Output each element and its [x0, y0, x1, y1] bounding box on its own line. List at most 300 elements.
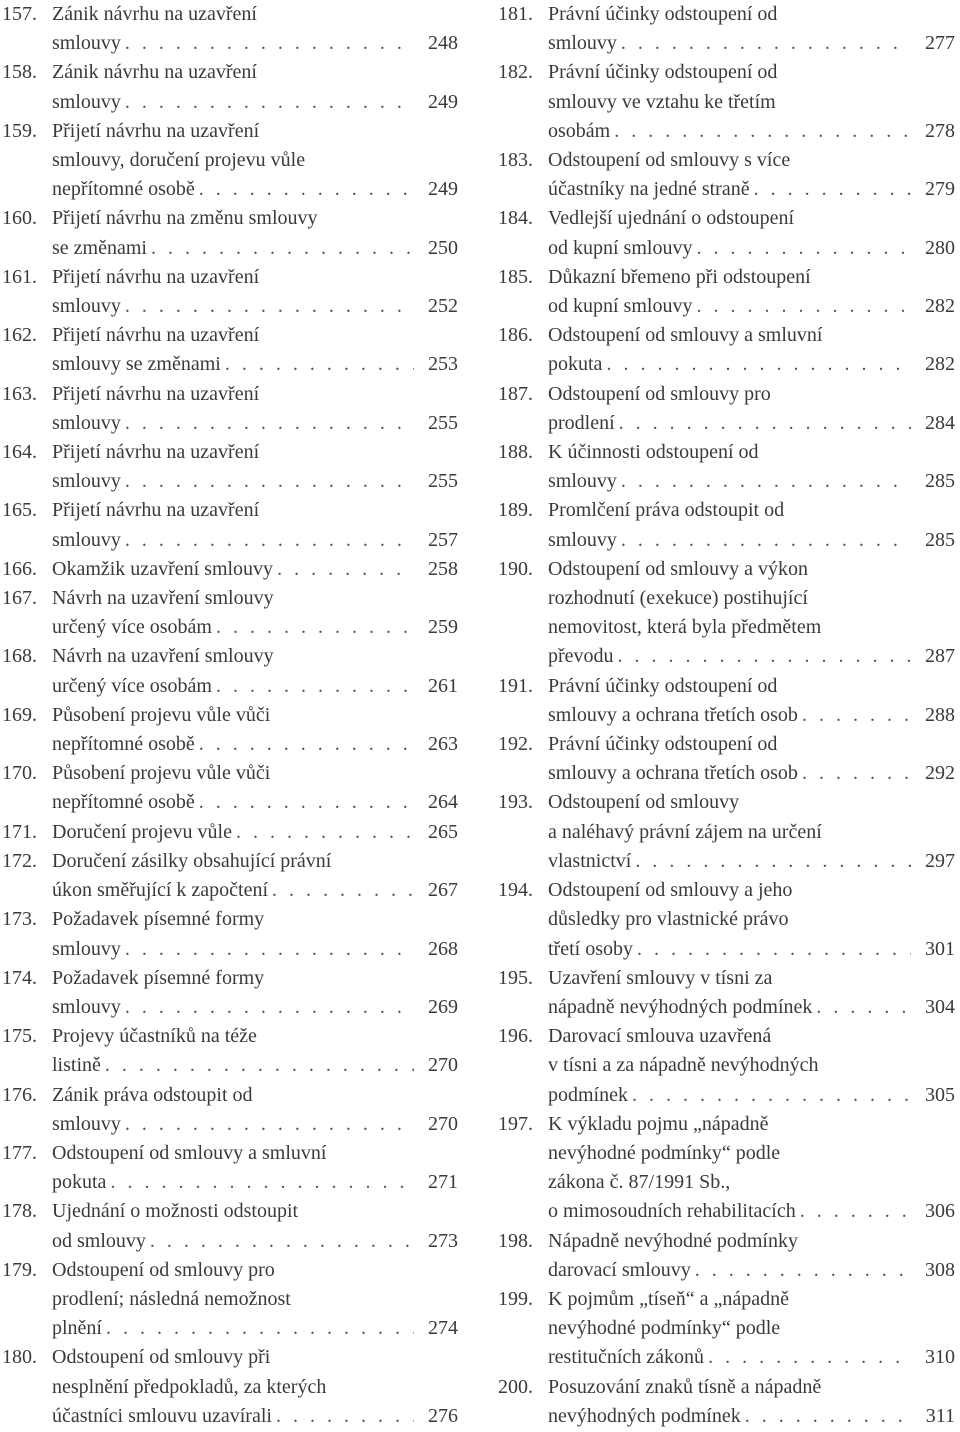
page-number: 278	[925, 119, 955, 142]
entry-leader-row	[548, 1402, 955, 1431]
entry-title-line: smlouvy ve vztahu ke třetím	[548, 90, 776, 113]
toc-entry	[2, 1022, 458, 1080]
entry-title-line: Návrh na uzavření smlouvy	[52, 587, 274, 610]
entry-number: 157.	[2, 3, 37, 25]
page-number: 273	[428, 1229, 458, 1252]
page-number: 276	[428, 1404, 458, 1427]
entry-leader-row	[548, 759, 955, 788]
entry-number: 186.	[498, 324, 533, 347]
entry-number: 199.	[498, 1287, 533, 1310]
dot-leader	[125, 409, 414, 438]
dot-leader	[125, 1110, 414, 1139]
entry-title	[52, 1197, 458, 1255]
entry-title-line: Odstoupení od smlouvy a jeho	[548, 879, 793, 902]
entry-title-line: převodu	[548, 645, 614, 668]
entry-leader-row	[52, 526, 458, 555]
entry-title-line: Právní účinky odstoupení od	[548, 61, 778, 84]
entry-title-line: smlouvy	[52, 32, 121, 55]
entry-title	[548, 204, 955, 262]
entry-number: 161.	[2, 265, 37, 288]
page-number: 249	[428, 178, 458, 201]
page-number: 263	[428, 733, 458, 756]
entry-title-line: K účinnosti odstoupení od	[548, 441, 759, 464]
entry-title-line: Odstoupení od smlouvy s více	[548, 149, 791, 172]
toc-entry	[498, 146, 955, 204]
entry-title	[548, 146, 955, 204]
page-number: 282	[925, 295, 955, 318]
page-number: 267	[428, 879, 458, 902]
page-number: 250	[428, 236, 458, 259]
page-number: 301	[925, 937, 955, 960]
dot-leader	[110, 1168, 414, 1197]
dot-leader	[125, 526, 414, 555]
entry-number: 194.	[498, 879, 533, 902]
page-number: 265	[428, 820, 458, 843]
page-number: 306	[925, 1200, 955, 1223]
entry-leader-row	[52, 730, 458, 759]
entry-leader-row	[548, 117, 955, 146]
entry-title-line: K výkladu pojmu „nápadně	[548, 1112, 769, 1135]
entry-title-line: podmínek	[548, 1083, 628, 1106]
entry-number: 168.	[2, 645, 37, 668]
toc-entry	[2, 438, 458, 496]
toc-entry	[2, 1343, 458, 1431]
dot-leader	[618, 642, 911, 671]
entry-leader-row	[548, 1256, 955, 1285]
entry-leader-row	[548, 935, 955, 964]
dot-leader	[695, 1256, 911, 1285]
entry-title-line: Požadavek písemné formy	[52, 908, 265, 931]
entry-title-line: Přijetí návrhu na uzavření	[52, 382, 260, 405]
entry-leader-row	[52, 1168, 458, 1197]
page-number: 258	[428, 557, 458, 580]
entry-title-line: Zánik návrhu na uzavření	[52, 61, 257, 84]
entry-title	[548, 496, 955, 554]
entry-title-line: smlouvy	[52, 1112, 121, 1135]
entry-title	[52, 380, 458, 438]
entry-number: 197.	[498, 1112, 533, 1135]
toc-entry	[2, 642, 458, 700]
entry-leader-row	[548, 993, 955, 1022]
entry-leader-row	[548, 526, 955, 555]
entry-title-line: smlouvy	[52, 937, 121, 960]
entry-title	[52, 321, 458, 379]
toc-entry	[2, 905, 458, 963]
entry-title-line: Přijetí návrhu na uzavření	[52, 265, 260, 288]
entry-leader-row	[548, 234, 955, 263]
entry-leader-row	[52, 175, 458, 204]
entry-title-line: účastníky na jedné straně	[548, 178, 750, 201]
entry-title	[548, 964, 955, 1022]
entry-number: 184.	[498, 207, 533, 230]
dot-leader	[745, 1402, 912, 1431]
entry-title	[548, 672, 955, 730]
entry-title-line: Doručení projevu vůle	[52, 820, 232, 843]
entry-leader-row	[52, 409, 458, 438]
entry-leader-row	[52, 88, 458, 117]
toc-entry	[498, 1373, 955, 1431]
dot-leader	[216, 613, 414, 642]
dot-leader	[199, 175, 414, 204]
toc-entry	[2, 204, 458, 262]
entry-title-line: Působení projevu vůle vůči	[52, 762, 271, 785]
entry-leader-row	[52, 1051, 458, 1080]
page-number: 270	[428, 1112, 458, 1135]
page-number: 305	[925, 1083, 955, 1106]
dot-leader	[606, 350, 911, 379]
entry-title-line: Vedlejší ujednání o odstoupení	[548, 207, 795, 230]
entry-title-line: o mimosoudních rehabilitacích	[548, 1200, 796, 1223]
entry-title	[548, 1022, 955, 1110]
dot-leader	[800, 1197, 911, 1226]
dot-leader	[277, 555, 414, 584]
entry-number: 158.	[2, 61, 37, 84]
page-number: 261	[428, 674, 458, 697]
entry-number: 167.	[2, 587, 37, 610]
dot-leader	[632, 1081, 911, 1110]
entry-title-line: Přijetí návrhu na uzavření	[52, 324, 260, 347]
entry-title-line: smlouvy	[52, 528, 121, 551]
entry-number: 166.	[2, 557, 37, 580]
entry-number: 190.	[498, 557, 533, 580]
toc-entry	[498, 438, 955, 496]
entry-title	[52, 1139, 458, 1197]
dot-leader	[619, 409, 911, 438]
page-number: 277	[925, 32, 955, 55]
page-number: 287	[925, 645, 955, 668]
entry-title	[548, 1285, 955, 1373]
entry-title-line: určený více osobám	[52, 616, 212, 639]
entry-title	[52, 847, 458, 905]
entry-number: 182.	[498, 61, 533, 84]
entry-title	[548, 380, 955, 438]
dot-leader	[637, 935, 911, 964]
toc-entry	[498, 58, 955, 146]
page-number: 285	[925, 528, 955, 551]
entry-title	[548, 321, 955, 379]
entry-leader-row	[548, 292, 955, 321]
entry-number: 170.	[2, 762, 37, 785]
entry-title	[52, 964, 458, 1022]
page-number: 253	[428, 353, 458, 376]
toc-entry	[2, 701, 458, 759]
page-number: 311	[925, 1404, 955, 1427]
toc-column-right	[498, 0, 955, 1431]
page-number: 274	[428, 1317, 458, 1340]
entry-leader-row	[548, 467, 955, 496]
entry-number: 177.	[2, 1141, 37, 1164]
entry-number: 165.	[2, 499, 37, 522]
page-number: 297	[925, 849, 955, 872]
page-number: 304	[925, 995, 955, 1018]
page-number: 292	[925, 762, 955, 785]
entry-leader-row	[52, 1314, 458, 1343]
entry-title	[52, 58, 458, 116]
entry-title-line: Právní účinky odstoupení od	[548, 3, 778, 25]
entry-leader-row	[548, 1343, 955, 1372]
toc-entry	[498, 964, 955, 1022]
page-number: 269	[428, 995, 458, 1018]
entry-title-line: Ujednání o možnosti odstoupit	[52, 1200, 299, 1223]
dot-leader	[696, 234, 911, 263]
entry-title-line: nevýhodných podmínek	[548, 1404, 741, 1427]
entry-title-line: Darovací smlouva uzavřená	[548, 1025, 772, 1048]
dot-leader	[635, 847, 911, 876]
page-number: 271	[428, 1171, 458, 1194]
entry-number: 191.	[498, 674, 533, 697]
toc-entry	[498, 1022, 955, 1110]
dot-leader	[621, 29, 911, 58]
page-number: 288	[925, 703, 955, 726]
entry-leader-row	[52, 935, 458, 964]
entry-number: 181.	[498, 3, 533, 25]
toc-entry	[498, 672, 955, 730]
entry-title-line: Okamžik uzavření smlouvy	[52, 557, 274, 580]
entry-leader-row	[52, 292, 458, 321]
toc-entry	[498, 263, 955, 321]
dot-leader	[125, 993, 414, 1022]
entry-title-line: důsledky pro vlastnické právo	[548, 908, 789, 931]
page-number: 279	[925, 178, 955, 201]
entry-title-line: vlastnictví	[548, 849, 632, 872]
entry-title-line: darovací smlouvy	[548, 1258, 691, 1281]
toc-entry	[498, 0, 955, 58]
entry-title-line: K pojmům „tíseň“ a „nápadně	[548, 1287, 790, 1310]
entry-number: 174.	[2, 966, 37, 989]
entry-title-line: Návrh na uzavření smlouvy	[52, 645, 274, 668]
entry-title-line: Promlčení práva odstoupit od	[548, 499, 785, 522]
page-number: 257	[428, 528, 458, 551]
entry-title	[52, 204, 458, 262]
entry-number: 164.	[2, 441, 37, 464]
entry-title-line: smlouvy	[548, 528, 617, 551]
entry-number: 172.	[2, 849, 37, 872]
entry-title-line: zákona č. 87/1991 Sb.,	[548, 1171, 731, 1194]
dot-leader	[802, 759, 911, 788]
entry-title-line: prodlení; následná nemožnost	[52, 1287, 291, 1310]
entry-number: 173.	[2, 908, 37, 931]
dot-leader	[708, 1343, 911, 1372]
entry-title-line: Požadavek písemné formy	[52, 966, 265, 989]
page-number: 284	[925, 411, 955, 434]
toc-entry	[2, 58, 458, 116]
entry-title-line: Odstoupení od smlouvy a smluvní	[548, 324, 823, 347]
page-number: 248	[428, 32, 458, 55]
entry-title-line: smlouvy	[52, 995, 121, 1018]
page-number: 264	[428, 791, 458, 814]
entry-number: 185.	[498, 265, 533, 288]
entry-number: 183.	[498, 149, 533, 172]
entry-title-line: Projevy účastníků na téže	[52, 1025, 257, 1048]
dot-leader	[125, 88, 414, 117]
entry-title-line: Odstoupení od smlouvy při	[52, 1346, 271, 1369]
entry-number: 193.	[498, 791, 533, 814]
entry-number: 169.	[2, 703, 37, 726]
dot-leader	[614, 117, 911, 146]
toc-entry	[2, 0, 458, 58]
toc-entry	[2, 847, 458, 905]
entry-title-line: Zánik práva odstoupit od	[52, 1083, 253, 1106]
entry-title-line: smlouvy	[548, 32, 617, 55]
entry-leader-row	[52, 993, 458, 1022]
page-number: 310	[925, 1346, 955, 1369]
entry-title-line: v tísni a za nápadně nevýhodných	[548, 1054, 819, 1077]
entry-title-line: smlouvy se změnami	[52, 353, 221, 376]
entry-title	[548, 555, 955, 672]
entry-number: 180.	[2, 1346, 37, 1369]
page-number: 259	[428, 616, 458, 639]
entry-title-line: smlouvy	[52, 90, 121, 113]
entry-title-line: smlouvy	[52, 295, 121, 318]
entry-title-line: nepřítomné osobě	[52, 178, 195, 201]
entry-title-line: Přijetí návrhu na uzavření	[52, 119, 260, 142]
entry-leader-row	[52, 613, 458, 642]
entry-title	[52, 642, 458, 700]
toc-entry	[498, 380, 955, 438]
entry-number: 200.	[498, 1375, 533, 1398]
entry-leader-row	[548, 29, 955, 58]
entry-leader-row	[548, 1081, 955, 1110]
dot-leader	[754, 175, 911, 204]
entry-title	[52, 701, 458, 759]
entry-title-line: pokuta	[52, 1171, 107, 1194]
dot-leader	[125, 292, 414, 321]
entry-title	[548, 730, 955, 788]
page-number: 282	[925, 353, 955, 376]
entry-number: 196.	[498, 1025, 533, 1048]
dot-leader	[236, 818, 414, 847]
entry-title-line: Přijetí návrhu na uzavření	[52, 441, 260, 464]
toc-entry	[2, 584, 458, 642]
entry-title	[52, 263, 458, 321]
entry-title	[52, 759, 458, 817]
entry-title-line: listině	[52, 1054, 101, 1077]
toc-entry	[498, 730, 955, 788]
entry-title-line: určený více osobám	[52, 674, 212, 697]
entry-number: 178.	[2, 1200, 37, 1223]
entry-leader-row	[52, 467, 458, 496]
toc-entry	[498, 1285, 955, 1373]
entry-title	[52, 584, 458, 642]
page-number: 255	[428, 470, 458, 493]
entry-title-line: nepřítomné osobě	[52, 791, 195, 814]
entry-title	[52, 1256, 458, 1344]
toc-entry	[498, 788, 955, 876]
entry-title-line: Přijetí návrhu na změnu smlouvy	[52, 207, 318, 230]
page-number: 252	[428, 295, 458, 318]
dot-leader	[216, 672, 414, 701]
dot-leader	[125, 935, 414, 964]
entry-title	[548, 788, 955, 876]
entry-title-line: Přijetí návrhu na uzavření	[52, 499, 260, 522]
entry-title-line: nevýhodné podmínky“ podle	[548, 1317, 781, 1340]
toc-entry	[2, 380, 458, 438]
page-number: 285	[925, 470, 955, 493]
entry-title	[52, 0, 458, 58]
entry-leader-row	[548, 409, 955, 438]
entry-leader-row	[52, 876, 458, 905]
dot-leader	[199, 730, 414, 759]
entry-number: 159.	[2, 119, 37, 142]
entry-title-line: od smlouvy	[52, 1229, 146, 1252]
toc-entry	[498, 321, 955, 379]
entry-title	[52, 117, 458, 205]
toc-entry	[2, 1081, 458, 1139]
entry-title	[548, 58, 955, 146]
entry-number: 189.	[498, 499, 533, 522]
entry-leader-row	[52, 234, 458, 263]
entry-number: 187.	[498, 382, 533, 405]
dot-leader	[272, 876, 414, 905]
entry-title	[52, 555, 458, 584]
entry-title-line: Důkazní břemeno při odstoupení	[548, 265, 811, 288]
entry-title-line: od kupní smlouvy	[548, 295, 693, 318]
entry-leader-row	[548, 847, 955, 876]
entry-leader-row	[52, 1402, 458, 1431]
entry-title-line: prodlení	[548, 411, 615, 434]
dot-leader	[199, 788, 414, 817]
entry-title-line: Uzavření smlouvy v tísni za	[548, 966, 773, 989]
entry-title-line: nesplnění předpokladů, za kterých	[52, 1375, 327, 1398]
entry-leader-row	[52, 788, 458, 817]
page-number: 308	[925, 1258, 955, 1281]
entry-number: 198.	[498, 1229, 533, 1252]
entry-title	[52, 1081, 458, 1139]
entry-title-line: nápadně nevýhodných podmínek	[548, 995, 813, 1018]
entry-title-line: smlouvy a ochrana třetích osob	[548, 703, 798, 726]
entry-title	[52, 1022, 458, 1080]
toc-entry	[498, 876, 955, 964]
toc-entry	[2, 759, 458, 817]
toc-entry	[498, 555, 955, 672]
dot-leader	[105, 1051, 414, 1080]
entry-title-line: nepřítomné osobě	[52, 733, 195, 756]
entry-title-line: Zánik návrhu na uzavření	[52, 3, 257, 25]
entry-title-line: nemovitost, která byla předmětem	[548, 616, 822, 639]
entry-title-line: a naléhavý právní zájem na určení	[548, 820, 822, 843]
entry-leader-row	[52, 672, 458, 701]
entry-title-line: nevýhodné podmínky“ podle	[548, 1141, 781, 1164]
page-number: 270	[428, 1054, 458, 1077]
dot-leader	[276, 1402, 414, 1431]
toc-entry	[2, 818, 458, 847]
toc-entry	[2, 263, 458, 321]
entry-title-line: Posuzování znaků tísně a nápadně	[548, 1375, 822, 1398]
entry-title-line: Působení projevu vůle vůči	[52, 703, 271, 726]
entry-title-line: pokuta	[548, 353, 603, 376]
entry-title	[548, 438, 955, 496]
entry-title-line: plnění	[52, 1317, 102, 1340]
dot-leader	[225, 350, 414, 379]
entry-leader-row	[52, 818, 458, 847]
toc-entry	[2, 117, 458, 205]
entry-leader-row	[52, 555, 458, 584]
entry-number: 162.	[2, 324, 37, 347]
toc-entry	[498, 204, 955, 262]
dot-leader	[816, 993, 911, 1022]
entry-title-line: Nápadně nevýhodné podmínky	[548, 1229, 798, 1252]
entry-title	[548, 1110, 955, 1227]
entry-leader-row	[52, 29, 458, 58]
entry-title-line: smlouvy	[548, 470, 617, 493]
entry-title-line: úkon směřující k započtení	[52, 879, 269, 902]
entry-leader-row	[52, 1227, 458, 1256]
dot-leader	[150, 1227, 414, 1256]
toc-entry	[2, 321, 458, 379]
entry-leader-row	[548, 175, 955, 204]
entry-title	[548, 1373, 955, 1431]
dot-leader	[125, 467, 414, 496]
